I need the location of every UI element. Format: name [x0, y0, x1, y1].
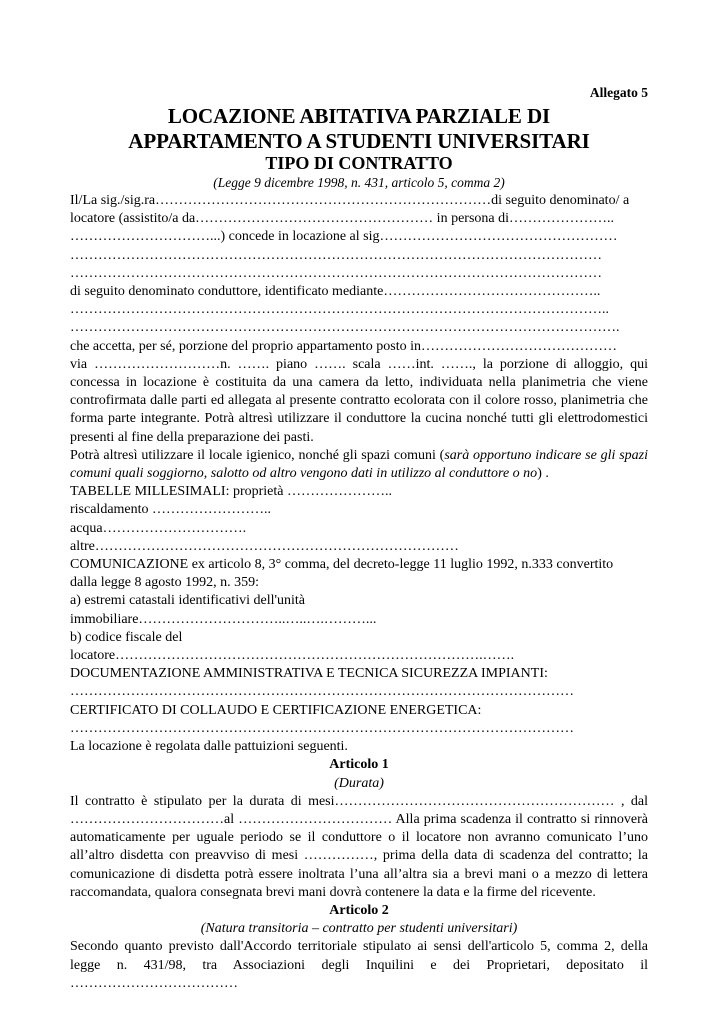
article-2-title: Articolo 2 [329, 902, 389, 918]
common-areas-paragraph [70, 447, 648, 483]
communication-line: immobiliare…………………………..…..….………... [70, 611, 377, 627]
body-line: locatore (assistito/a da…………………………………………… in persona di………………….. [70, 211, 614, 227]
tables-line: altre…………………………………………………………………… [70, 538, 459, 554]
body-line: …………………………………………………………………………………………………… [70, 265, 602, 281]
article-2-subtitle: (Natura transitoria – contratto per studenti universitari) [200, 921, 518, 937]
communication-line: b) codice fiscale del [70, 629, 183, 645]
article-2-text: Secondo quanto previsto dall'Accordo territoriale stipulato ai sensi dell'articolo 5, comma 2, della legge n. 431/98, tra Associazioni degli Inquilini e dei Proprietari, depositato il ……………………………… [70, 939, 648, 991]
title-line-1: LOCAZIONE ABITATIVA PARZIALE DI [167, 104, 551, 128]
law-reference: (Legge 9 dicembre 1998, n. 431, articolo 5, comma 2) [213, 175, 505, 190]
body-line: …………………………...) concede in locazione al sig…………………………………………… [70, 229, 618, 245]
common-areas-note: sarà opportuno indicare se gli spazi comuni quali soggiorno, salotto od altro vengono dati in utilizzo al conduttore o no [70, 447, 648, 482]
body-line: Il/La sig./sig.ra………………………………………………………………di seguito denominato/ a [70, 193, 630, 208]
tables-line: acqua…………………………. [70, 520, 247, 536]
tables-line: TABELLE MILLESIMALI: proprietà ………………….. [70, 484, 392, 500]
documentation-heading: DOCUMENTAZIONE AMMINISTRATIVA E TECNICA SICUREZZA IMPIANTI: [70, 666, 548, 682]
certificate-line: ……………………………………………………………………………………………… [70, 720, 574, 736]
common-areas-text: Potrà altresì utilizzare il locale igienico, nonché gli spazi comuni ( [70, 447, 445, 463]
attachment-label: Allegato 5 [589, 85, 648, 100]
body-line: che accetta, per sé, porzione del proprio appartamento posto in…………………………………… [70, 338, 618, 354]
communication-line: a) estremi catastali identificativi dell'unità [70, 593, 305, 609]
documentation-line: ……………………………………………………………………………………………… [70, 684, 574, 700]
communication-line: dalla legge 8 agosto 1992, n. 359: [70, 575, 259, 591]
communication-line: COMUNICAZIONE ex articolo 8, 3° comma, del decreto-legge 11 luglio 1992, n.333 convertito [70, 557, 614, 573]
body-line: di seguito denominato conduttore, identificato mediante……………………………………….. [70, 284, 601, 300]
certificate-heading: CERTIFICATO DI COLLAUDO E CERTIFICAZIONE ENERGETICA: [70, 702, 482, 718]
regulation-line: La locazione è regolata dalle pattuizioni seguenti. [70, 739, 348, 755]
title-line-2: APPARTAMENTO A STUDENTI UNIVERSITARI [128, 128, 590, 153]
premises-paragraph: via ………………………n. ……. piano ……. scala ……int. ……., la porzione di alloggio, qui concessa in locazione è costituita da una camera da letto, individuata nella planimetria che viene controfirmata dalle parti ed allegata al presente contratto ecolorata con il colore rosso, planimetria che forma parte integrante. Potrà altresì utilizzare il conduttore la cucina nonché tutti gli elettrodomestici presenti al fine della preparazione dei pasti. [70, 356, 648, 445]
document-page [70, 84, 648, 993]
communication-line: locatore…………………………………………………………………….……. [70, 648, 515, 664]
body-line: …………………………………………………………………………………………………… [70, 247, 602, 263]
contract-body [70, 192, 648, 993]
body-line: …………………………………………………………………………………………………….. [70, 302, 609, 318]
contract-type-heading: TIPO DI CONTRATTO [265, 153, 453, 173]
article-1-subtitle: (Durata) [334, 775, 384, 791]
article-1-text: Il contratto è stipulato per la durata di mesi…………………………………………………… , dal ……………………………al …………………………… Alla prima scadenza il contratto si rinnoverà automaticamente per uguale periodo se il conduttore o il locatore non avranno comunicato l’uno all’altro disdetta con preavviso di mesi ……………, prima della data di scadenza del contratto; la comunicazione di disdetta potrà essere inoltrata l’una all’altra sia a brevi mani o a mezzo di lettera raccomandata, qualora consegnata brevi mani dovrà contenere la data e la firme del ricevente. [70, 793, 648, 900]
tables-line: riscaldamento …………………….. [70, 502, 272, 518]
article-1-title: Articolo 1 [329, 757, 389, 773]
body-line: ………………………………………………………………………………………………………. [70, 320, 620, 336]
common-areas-end: ) . [537, 466, 549, 482]
